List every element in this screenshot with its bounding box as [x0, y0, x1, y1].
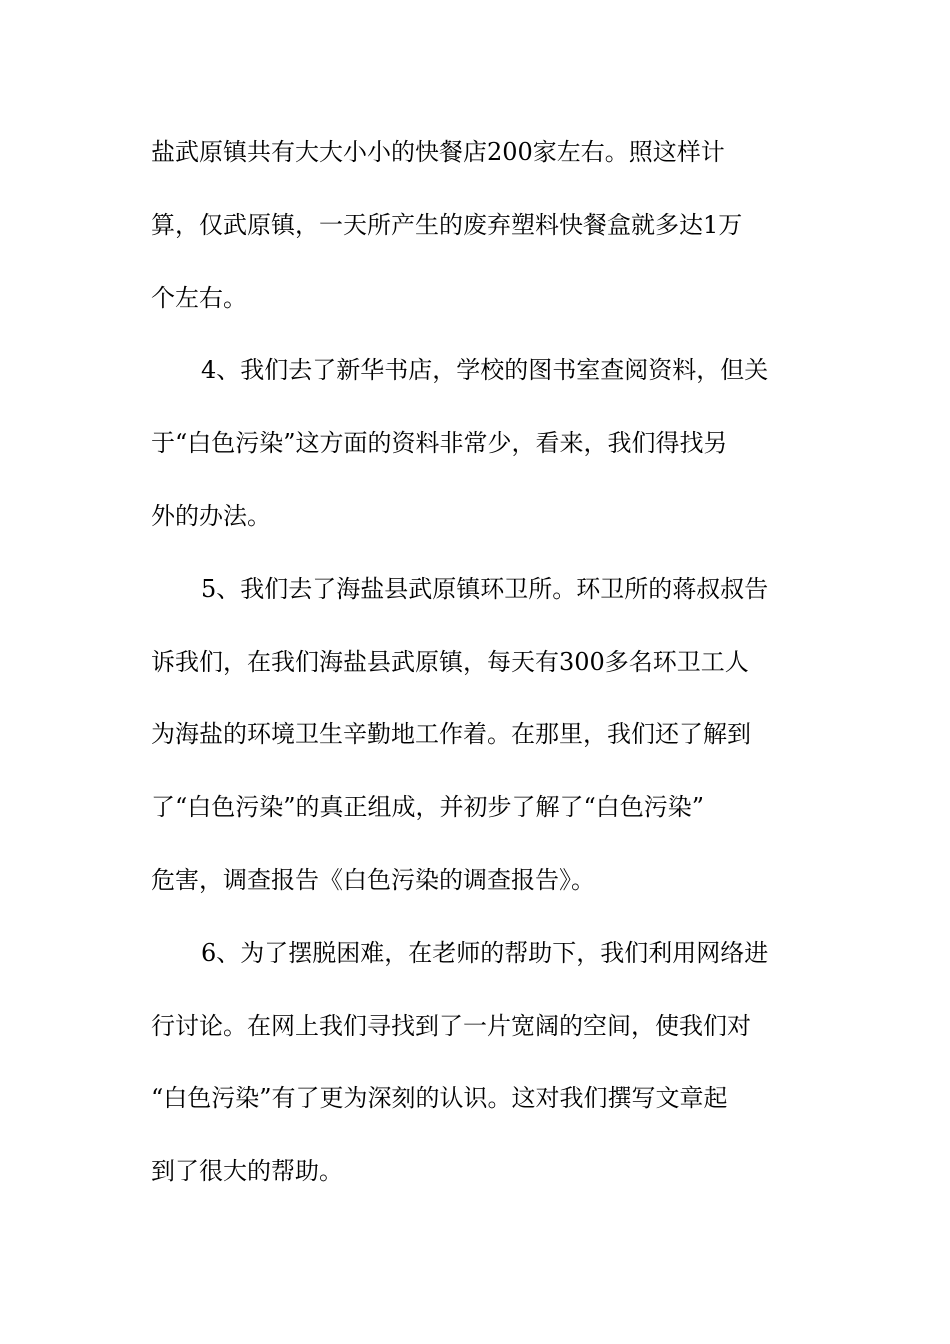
paragraph-4-start: 4、我们去了新华书店，学校的图书室查阅资料，但关	[201, 356, 769, 385]
text-line: 外的办法。	[151, 501, 271, 530]
text-line: “白色污染”有了更为深刻的认识。这对我们撰写文章起	[151, 1084, 728, 1113]
text-line-continued: 盐武原镇共有大大小小的快餐店200家左右。照这样计	[151, 138, 725, 166]
paragraph-6-start: 6、为了摆脱困难，在老师的帮助下，我们利用网络进	[201, 938, 769, 967]
text-line-continued: 算，仅武原镇，一天所产生的废弃塑料快餐盒就多达1万	[151, 210, 743, 239]
text-line: 为海盐的环境卫生辛勤地工作着。在那里，我们还了解到	[151, 720, 751, 749]
body-text	[151, 128, 811, 1220]
text-line: 到了很大的帮助。	[151, 1157, 343, 1186]
text-line: 危害，调查报告《白色污染的调查报告》。	[151, 865, 595, 894]
paragraph-5-start: 5、我们去了海盐县武原镇环卫所。环卫所的蒋叔叔告	[201, 574, 769, 603]
text-line: 于“白色污染”这方面的资料非常少，看来，我们得找另	[151, 429, 728, 458]
text-line: 行讨论。在网上我们寻找到了一片宽阔的空间，使我们对	[151, 1011, 751, 1040]
text-line-continued: 个左右。	[151, 283, 247, 312]
text-line: 诉我们，在我们海盐县武原镇，每天有300多名环卫工人	[151, 647, 749, 676]
text-line: 了“白色污染”的真正组成，并初步了解了“白色污染”	[151, 793, 705, 822]
